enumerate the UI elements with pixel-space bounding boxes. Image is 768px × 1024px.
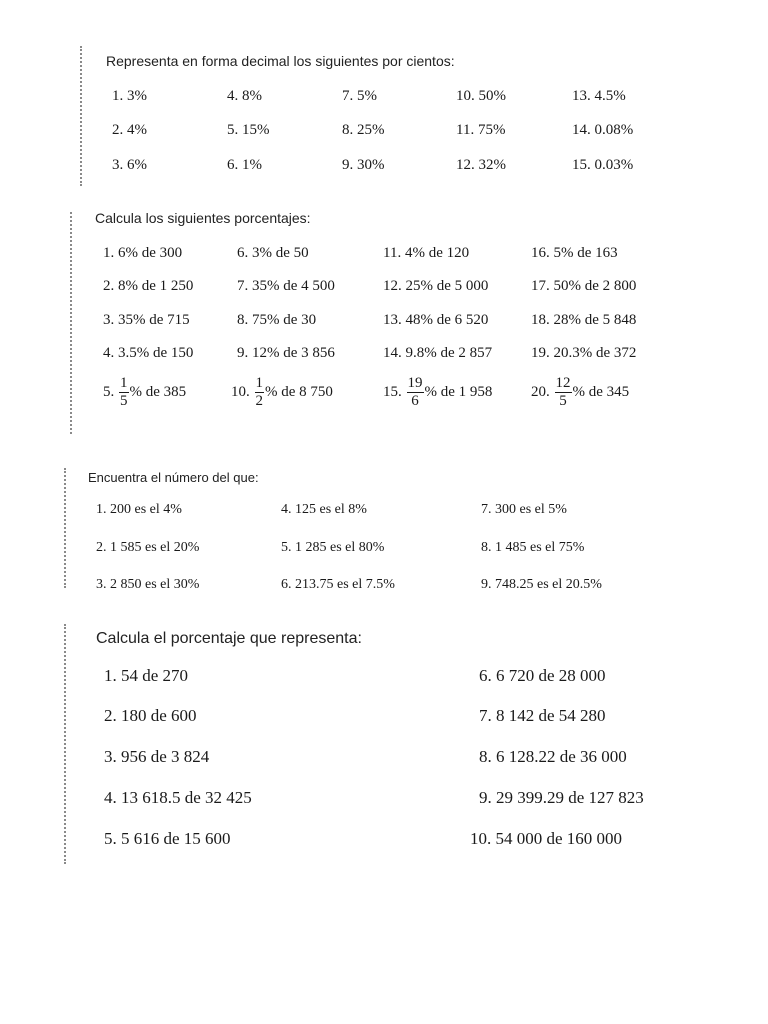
section-calculate-percentages (0, 200, 768, 440)
exercise-item: 6. 3% de 50 (237, 245, 309, 261)
exercise-item: 5. 1 285 es el 80% (281, 540, 385, 555)
fraction-numerator: 19 (407, 375, 423, 391)
exercise-item: 2. 1 585 es el 20% (96, 540, 200, 555)
item-text: % de 1 958 (424, 383, 493, 400)
margin-dots (80, 46, 84, 186)
item-number: 10. (231, 383, 250, 400)
exercise-item: 8. 6 128.22 de 36 000 (479, 747, 627, 766)
exercise-item: 1. 3% (112, 88, 147, 104)
fraction-exercise-item (231, 376, 333, 409)
fraction-exercise-item (383, 376, 492, 409)
exercise-item: 14. 0.08% (572, 122, 634, 138)
exercise-item: 6. 6 720 de 28 000 (479, 666, 606, 685)
section-heading: Encuentra el número del que: (88, 470, 259, 485)
exercise-item: 8. 25% (342, 122, 385, 138)
fraction (119, 376, 129, 409)
exercise-item: 15. 0.03% (572, 157, 634, 173)
exercise-item: 11. 75% (456, 122, 506, 138)
fraction (407, 376, 424, 409)
section-heading: Calcula el porcentaje que representa: (96, 630, 362, 647)
item-text: % de 8 750 (265, 383, 333, 400)
fraction-exercise-item (103, 376, 186, 409)
fraction (555, 376, 572, 409)
section-decimal-conversion (0, 0, 768, 200)
exercise-item: 7. 8 142 de 54 280 (479, 706, 606, 725)
item-text: % de 385 (129, 383, 187, 400)
exercise-item: 8. 75% de 30 (237, 312, 317, 328)
exercise-item: 3. 6% (112, 157, 147, 173)
exercise-item: 7. 300 es el 5% (481, 502, 567, 517)
fraction-denominator: 6 (411, 393, 419, 409)
exercise-item: 4. 13 618.5 de 32 425 (104, 788, 252, 807)
item-number: 5. (103, 383, 115, 400)
exercise-item: 8. 1 485 es el 75% (481, 540, 585, 555)
exercise-item: 14. 9.8% de 2 857 (383, 345, 493, 361)
exercise-item: 3. 35% de 715 (103, 312, 190, 328)
margin-dots (70, 212, 74, 434)
exercise-item: 7. 35% de 4 500 (237, 278, 335, 294)
exercise-item: 9. 12% de 3 856 (237, 345, 335, 361)
exercise-item: 9. 30% (342, 157, 385, 173)
fraction-numerator: 1 (120, 375, 128, 391)
section-find-number (0, 460, 768, 610)
fraction-numerator: 1 (255, 375, 263, 391)
exercise-item: 4. 3.5% de 150 (103, 345, 194, 361)
exercise-item: 16. 5% de 163 (531, 245, 618, 261)
exercise-item: 6. 213.75 es el 7.5% (281, 577, 395, 592)
fraction (255, 376, 265, 409)
exercise-item: 17. 50% de 2 800 (531, 278, 637, 294)
item-number: 20. (531, 383, 550, 400)
exercise-item: 5. 5 616 de 15 600 (104, 829, 231, 848)
exercise-item: 1. 6% de 300 (103, 245, 183, 261)
fraction-exercise-item (531, 376, 629, 409)
exercise-item: 2. 8% de 1 250 (103, 278, 194, 294)
fraction-numerator: 12 (555, 375, 571, 391)
section-calculate-percentage-represented (0, 620, 768, 880)
exercise-item: 9. 748.25 es el 20.5% (481, 577, 602, 592)
exercise-item: 4. 125 es el 8% (281, 502, 367, 517)
exercise-item: 13. 4.5% (572, 88, 626, 104)
exercise-item: 3. 956 de 3 824 (104, 747, 210, 766)
exercise-item: 6. 1% (227, 157, 262, 173)
exercise-item: 3. 2 850 es el 30% (96, 577, 200, 592)
exercise-item: 12. 25% de 5 000 (383, 278, 489, 294)
fraction-denominator: 2 (255, 393, 263, 409)
item-text: % de 345 (572, 383, 630, 400)
exercise-item: 18. 28% de 5 848 (531, 312, 637, 328)
exercise-item: 4. 8% (227, 88, 262, 104)
exercise-item: 10. 50% (456, 88, 506, 104)
section-heading: Representa en forma decimal los siguientes por cientos: (106, 53, 455, 69)
section-heading: Calcula los siguientes porcentajes: (95, 210, 311, 226)
item-number: 15. (383, 383, 402, 400)
exercise-item: 2. 4% (112, 122, 147, 138)
fraction-denominator: 5 (559, 393, 567, 409)
exercise-item: 19. 20.3% de 372 (531, 345, 637, 361)
margin-dots (64, 468, 68, 588)
exercise-item: 13. 48% de 6 520 (383, 312, 489, 328)
exercise-item: 5. 15% (227, 122, 270, 138)
exercise-item: 12. 32% (456, 157, 506, 173)
exercise-item: 11. 4% de 120 (383, 245, 470, 261)
exercise-item: 1. 200 es el 4% (96, 502, 182, 517)
exercise-item: 7. 5% (342, 88, 377, 104)
exercise-item: 10. 54 000 de 160 000 (470, 829, 623, 848)
exercise-item: 9. 29 399.29 de 127 823 (479, 788, 644, 807)
exercise-item: 2. 180 de 600 (104, 706, 197, 725)
margin-dots (64, 624, 68, 864)
exercise-item: 1. 54 de 270 (104, 666, 189, 685)
fraction-denominator: 5 (120, 393, 128, 409)
